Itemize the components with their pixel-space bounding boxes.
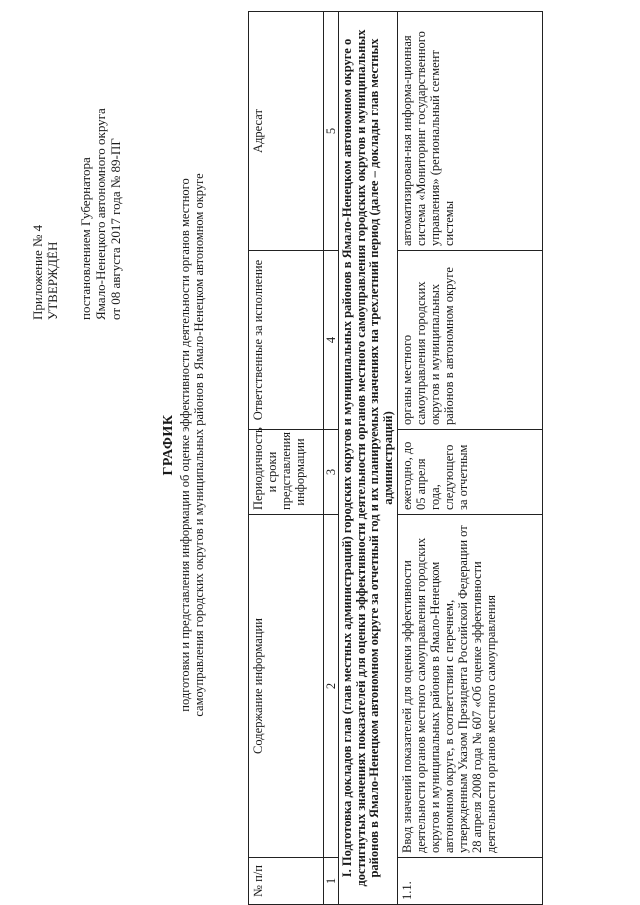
row-content: Ввод значений показателей для оценки эффективности деятельности органов местного самоуправления городских округов и муниципальных районов в Ямало-Ненецком автономном округе, в соответствии с перечнем, утвержденным Указом Президента Российской Федерации от 28 апреля 2008 года № 607 «Об оценке эффективности деятельности органов местного самоуправления xyxy=(398,515,543,858)
column-number: 2 xyxy=(324,515,339,858)
title-line-2: самоуправления городских округов и муниципальных районов в Ямало-Ненецком автономном округе xyxy=(192,173,206,717)
column-number: 5 xyxy=(324,12,339,251)
row-recipient: автоматизирован-ная информа-ционная система «Мониторинг государственного управления» (региональный сегмент системы xyxy=(398,12,543,251)
header-row xyxy=(249,12,324,905)
column-number: 1 xyxy=(324,858,339,905)
table-row xyxy=(398,12,543,905)
column-number: 3 xyxy=(324,430,339,515)
column-numbers-row xyxy=(324,12,339,905)
decree-line-3: от 08 августа 2017 года № 89-ПГ xyxy=(108,138,123,320)
title-line-1: подготовки и представления информации об оценке эффективности деятельности органов местного xyxy=(178,178,192,712)
title-block xyxy=(162,75,206,815)
header-recipient: Адресат xyxy=(249,12,324,251)
header-period: Периодичность и сроки представления информации xyxy=(249,430,324,515)
section-title: I. Подготовка докладов глав (глав местных администраций) городских округов и муниципальных районов в Ямало-Ненецком автономном округе о достигнутых значениях показателей для оценки эффективности деятельности органов местного самоуправления городских округов и муниципальных районов в Ямало-Ненецком автономном округе за отчетный год и их планируемых значениях на трехлетний период (далее – доклады глав местных администраций) xyxy=(339,12,398,905)
appendix-block xyxy=(30,10,123,320)
column-number: 4 xyxy=(324,251,339,430)
decree-line-1: постановлением Губернатора xyxy=(78,157,93,320)
header-responsible: Ответственные за исполнение xyxy=(249,251,324,430)
document-title: ГРАФИК xyxy=(161,414,176,476)
header-num: № п/п xyxy=(249,858,324,905)
header-content: Содержание информации xyxy=(249,515,324,858)
row-period: ежегодно, до 05 апреля года, следующего за отчетным xyxy=(398,430,543,515)
schedule-table xyxy=(248,11,543,905)
appendix-number: Приложение № 4 xyxy=(30,224,45,320)
decree-line-2: Ямало-Ненецкого автономного округа xyxy=(93,108,108,320)
section-row xyxy=(339,12,398,905)
approved-label: УТВЕРЖДЁН xyxy=(45,241,60,320)
row-number: 1.1. xyxy=(398,858,543,905)
row-responsible: органы местного самоуправления городских округов и муниципальных районов в автономном округе xyxy=(398,251,543,430)
